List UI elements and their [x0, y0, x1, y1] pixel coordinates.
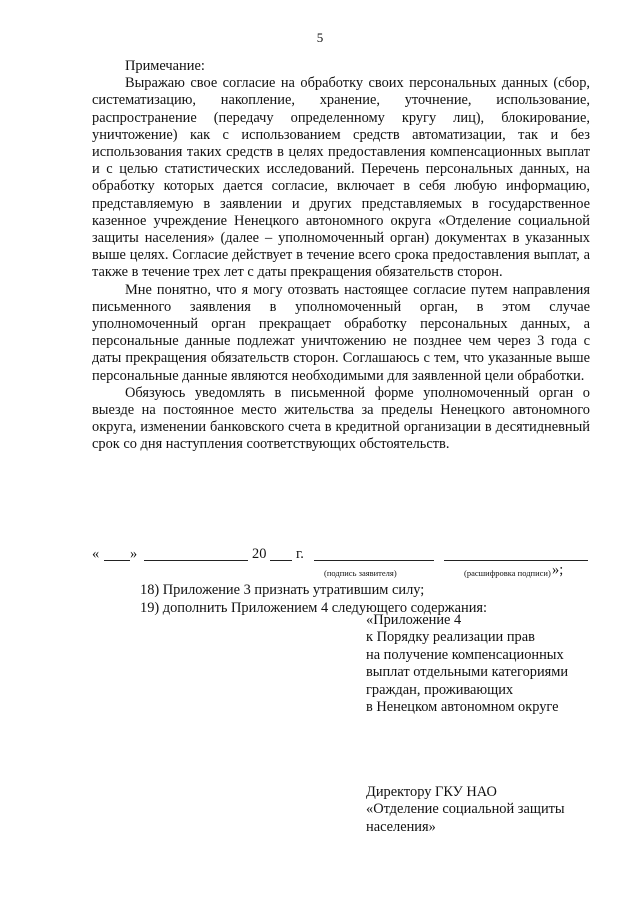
signature-line — [314, 560, 434, 561]
notification-paragraph: Обязуюсь уведомлять в письменной форме уполномоченный орган о выезде на постоянное место жительства за пределы Ненецкого автономного округа, изменении банковского счета в кредитной организации в десятидневный срок со дня наступления соответствующих обстоятельств. — [92, 384, 590, 453]
signature-block — [92, 546, 592, 582]
year-prefix: 20 — [252, 546, 267, 562]
day-line — [104, 560, 130, 561]
decoding-line — [444, 560, 588, 561]
note-title: Примечание: — [125, 58, 205, 74]
addressee-line: населения» — [366, 818, 436, 835]
date-quote-close: » — [130, 546, 138, 562]
amendment-19: 19) дополнить Приложением 4 следующего содержания: — [140, 600, 488, 616]
consent-note — [92, 58, 590, 454]
annex-line: «Приложение 4 — [366, 612, 462, 628]
amendment-18: 18) Приложение 3 признать утратившим силу; — [140, 582, 425, 598]
annex-header — [366, 612, 606, 716]
year-suffix: г. — [296, 546, 304, 562]
annex-line: на получение компенсационных — [366, 646, 564, 663]
revocation-paragraph: Мне понятно, что я могу отозвать настоящее согласие путем направления письменного заявления в уполномоченный орган, в этом случае уполномоченный орган прекращает обработку персональных данных, а персональные данные подлежат уничтожению не позднее чем через 3 года с даты прекращения обязательств сторон. Соглашаюсь с тем, что указанные выше персональные данные являются необходимыми для заявленной цели обработки. — [92, 281, 590, 384]
addressee-block — [366, 784, 606, 836]
page-number: 5 — [316, 30, 324, 45]
date-quote-open: « — [92, 546, 100, 562]
annex-line: в Ненецком автономном округе — [366, 699, 559, 716]
annex-line: граждан, проживающих — [366, 681, 514, 698]
consent-paragraph: Выражаю свое согласие на обработку своих персональных данных (сбор, систематизацию, накопление, хранение, уточнение, использование, распространение (передачу определенному кругу лиц), блокирование, уничтожение) как с использованием средств автоматизации, так и без использования таких средств в целях предоставления компенсационных выплат и с целью статистических исследований. Перечень персональных данных, на обработку которых дается согласие, включает в себя любую информацию, представляемую в заявлении и других представляемых в государственное казенное учреждение Ненецкого автономного округа «Отделение социальной защиты населения» (далее – уполномоченный орган) документах в указанных выше целях. Согласие действует в течение всего срока предоставления выплат, а также в течение трех лет с даты прекращения обязательств сторон. — [92, 75, 590, 281]
annex-line: к Порядку реализации прав — [366, 629, 535, 646]
decoding-caption: (расшифровка подписи) — [464, 568, 551, 578]
annex-line: выплат отдельными категориями — [366, 664, 569, 681]
year-line — [270, 560, 292, 561]
addressee-line: Директору ГКУ НАО — [366, 784, 497, 800]
closing-quote: »; — [552, 562, 564, 578]
signature-caption: (подпись заявителя) — [324, 568, 397, 578]
month-line — [144, 560, 248, 561]
addressee-line: «Отделение социальной защиты — [366, 801, 565, 818]
